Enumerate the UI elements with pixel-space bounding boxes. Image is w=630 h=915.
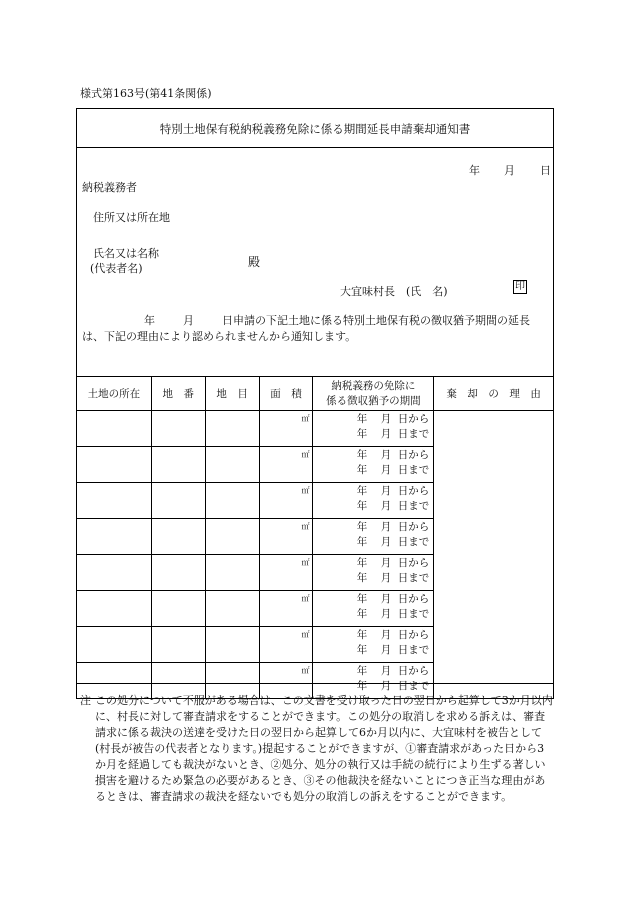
- cell-reason[interactable]: [434, 411, 554, 699]
- cell-category[interactable]: [205, 483, 259, 519]
- taxpayer-label: 納税義務者: [82, 181, 137, 194]
- period-day-text: 日から: [397, 557, 430, 569]
- area-unit: ㎡: [301, 522, 310, 531]
- header-reason: 棄 却 の 理 由: [434, 377, 554, 411]
- period-month: 月: [380, 557, 392, 569]
- notice-year: 年: [144, 314, 155, 327]
- table-body: [77, 411, 554, 699]
- period-year: 年: [356, 428, 368, 440]
- cell-lot[interactable]: [151, 627, 205, 663]
- period-month: 月: [380, 449, 392, 461]
- representative-label: (代表者名): [90, 262, 143, 275]
- form-number-label: 様式第163号(第41条関係): [80, 87, 212, 100]
- notice-body: [82, 313, 544, 345]
- period-to-line: [313, 463, 429, 478]
- period-day-text: 日まで: [397, 536, 430, 548]
- cell-period[interactable]: [313, 555, 434, 591]
- header-period-line1: 納税義務の免除に: [331, 379, 416, 392]
- period-from-line: [313, 556, 429, 571]
- header-period-line2: 係る徴収猶予の期間: [326, 394, 421, 407]
- cell-area[interactable]: [259, 627, 313, 663]
- header-lot: 地 番: [151, 377, 205, 411]
- period-from-line: [313, 592, 429, 607]
- period-day-text: 日まで: [397, 644, 430, 656]
- cell-area[interactable]: [259, 519, 313, 555]
- cell-area[interactable]: [259, 591, 313, 627]
- period-year: 年: [356, 572, 368, 584]
- cell-location[interactable]: [77, 627, 152, 663]
- period-from-line: [313, 520, 429, 535]
- notice-month: 月: [183, 314, 194, 327]
- cell-period[interactable]: [313, 483, 434, 519]
- table-row: [77, 411, 554, 447]
- period-year: 年: [356, 557, 368, 569]
- date-month: 月: [504, 164, 515, 177]
- date-day: 日: [540, 164, 551, 177]
- period-year: 年: [356, 449, 368, 461]
- cell-lot[interactable]: [151, 519, 205, 555]
- period-month: 月: [380, 413, 392, 425]
- issuer-label: 大宜味村長 (氏 名): [340, 285, 448, 298]
- period-year: 年: [356, 464, 368, 476]
- cell-location[interactable]: [77, 591, 152, 627]
- period-from-line: [313, 664, 429, 679]
- cell-location[interactable]: [77, 411, 152, 447]
- period-month: 月: [380, 485, 392, 497]
- cell-period[interactable]: [313, 519, 434, 555]
- note-text: この処分について不服がある場合は、この文書を受け取った日の翌日から起算して3か月以内に、村長に対して審査請求をすることができます。この処分の取消しを求める訴えは、審査請求に係る裁決の送達を受けた日の翌日から起算して6か月以内に、大宜味村を被告として(村長が被告の代表者となります。)提起することができますが、①審査請求があった日から3か月を経過しても裁決がないとき、②処分、処分の執行又は手続の続行により生ずる著しい損害を避けるため緊急の必要があるとき、③その他裁決を経ないことにつき正当な理由があるときは、審査請求の裁決を経ないでも処分の取消しの訴えをすることができます。: [95, 694, 553, 803]
- period-month: 月: [380, 572, 392, 584]
- period-month: 月: [380, 644, 392, 656]
- cell-area[interactable]: [259, 447, 313, 483]
- period-month: 月: [380, 680, 392, 692]
- period-day-text: 日まで: [397, 464, 430, 476]
- seal-box: [513, 280, 527, 294]
- cell-location[interactable]: [77, 519, 152, 555]
- period-month: 月: [380, 521, 392, 533]
- period-year: 年: [356, 413, 368, 425]
- period-day-text: 日から: [397, 413, 430, 425]
- name-label: 氏名又は名称: [93, 247, 159, 260]
- area-unit: ㎡: [301, 594, 310, 603]
- cell-lot[interactable]: [151, 411, 205, 447]
- cell-period[interactable]: [313, 627, 434, 663]
- cell-lot[interactable]: [151, 447, 205, 483]
- period-day-text: 日から: [397, 665, 430, 677]
- period-to-line: [313, 535, 429, 550]
- period-year: 年: [356, 608, 368, 620]
- title-row: [77, 109, 553, 148]
- period-to-line: [313, 499, 429, 514]
- cell-category[interactable]: [205, 411, 259, 447]
- period-day-text: 日まで: [397, 428, 430, 440]
- period-day-text: 日まで: [397, 680, 430, 692]
- period-to-line: [313, 679, 429, 694]
- cell-area[interactable]: [259, 483, 313, 519]
- period-year: 年: [356, 644, 368, 656]
- cell-lot[interactable]: [151, 483, 205, 519]
- period-to-line: [313, 571, 429, 586]
- period-day-text: 日から: [397, 521, 430, 533]
- land-table: [76, 376, 554, 699]
- period-day-text: 日から: [397, 629, 430, 641]
- period-from-line: [313, 412, 429, 427]
- period-month: 月: [380, 428, 392, 440]
- honorific: 殿: [248, 255, 261, 269]
- period-month: 月: [380, 536, 392, 548]
- notice-line1-text: 日申請の下記土地に係る特別土地保有税の徴収猶予期間の延長: [222, 314, 530, 327]
- period-day-text: 日から: [397, 449, 430, 461]
- period-from-line: [313, 448, 429, 463]
- period-day-text: 日から: [397, 593, 430, 605]
- period-day-text: 日まで: [397, 608, 430, 620]
- period-year: 年: [356, 500, 368, 512]
- address-label: 住所又は所在地: [93, 211, 170, 224]
- cell-location[interactable]: [77, 447, 152, 483]
- area-unit: ㎡: [301, 558, 310, 567]
- area-unit: ㎡: [301, 486, 310, 495]
- cell-category[interactable]: [205, 627, 259, 663]
- notice-line-1: [82, 313, 544, 329]
- area-unit: ㎡: [301, 666, 310, 675]
- cell-area[interactable]: [259, 411, 313, 447]
- period-from-line: [313, 628, 429, 643]
- period-day-text: 日から: [397, 485, 430, 497]
- period-year: 年: [356, 593, 368, 605]
- header-period: [313, 377, 434, 411]
- period-year: 年: [356, 665, 368, 677]
- period-year: 年: [356, 536, 368, 548]
- seal-mark: 印: [515, 281, 525, 292]
- period-to-line: [313, 427, 429, 442]
- area-unit: ㎡: [301, 450, 310, 459]
- cell-category[interactable]: [205, 591, 259, 627]
- header-location: 土地の所在: [77, 377, 152, 411]
- period-day-text: 日まで: [397, 572, 430, 584]
- cell-location[interactable]: [77, 483, 152, 519]
- period-month: 月: [380, 500, 392, 512]
- period-month: 月: [380, 629, 392, 641]
- cell-category[interactable]: [205, 555, 259, 591]
- period-year: 年: [356, 485, 368, 497]
- document-title: 特別土地保有税納税義務免除に係る期間延長申請棄却通知書: [159, 122, 471, 136]
- note-head: 注: [80, 694, 91, 707]
- period-to-line: [313, 643, 429, 658]
- cell-period[interactable]: [313, 411, 434, 447]
- period-month: 月: [380, 665, 392, 677]
- header-category: 地 目: [205, 377, 259, 411]
- date-year: 年: [469, 164, 480, 177]
- period-year: 年: [356, 680, 368, 692]
- cell-area[interactable]: [259, 555, 313, 591]
- header-area: 面 積: [259, 377, 313, 411]
- cell-period[interactable]: [313, 447, 434, 483]
- notice-line-2: は、下記の理由により認められませんから通知します。: [82, 330, 357, 343]
- area-unit: ㎡: [301, 630, 310, 639]
- cell-lot[interactable]: [151, 591, 205, 627]
- period-year: 年: [356, 521, 368, 533]
- period-year: 年: [356, 629, 368, 641]
- period-month: 月: [380, 464, 392, 476]
- cell-location[interactable]: [77, 555, 152, 591]
- period-from-line: [313, 484, 429, 499]
- cell-lot[interactable]: [151, 555, 205, 591]
- cell-category[interactable]: [205, 447, 259, 483]
- period-day-text: 日まで: [397, 500, 430, 512]
- period-to-line: [313, 607, 429, 622]
- period-month: 月: [380, 593, 392, 605]
- period-month: 月: [380, 608, 392, 620]
- cell-category[interactable]: [205, 519, 259, 555]
- cell-period[interactable]: [313, 591, 434, 627]
- area-unit: ㎡: [301, 414, 310, 423]
- table-header-row: [77, 377, 554, 411]
